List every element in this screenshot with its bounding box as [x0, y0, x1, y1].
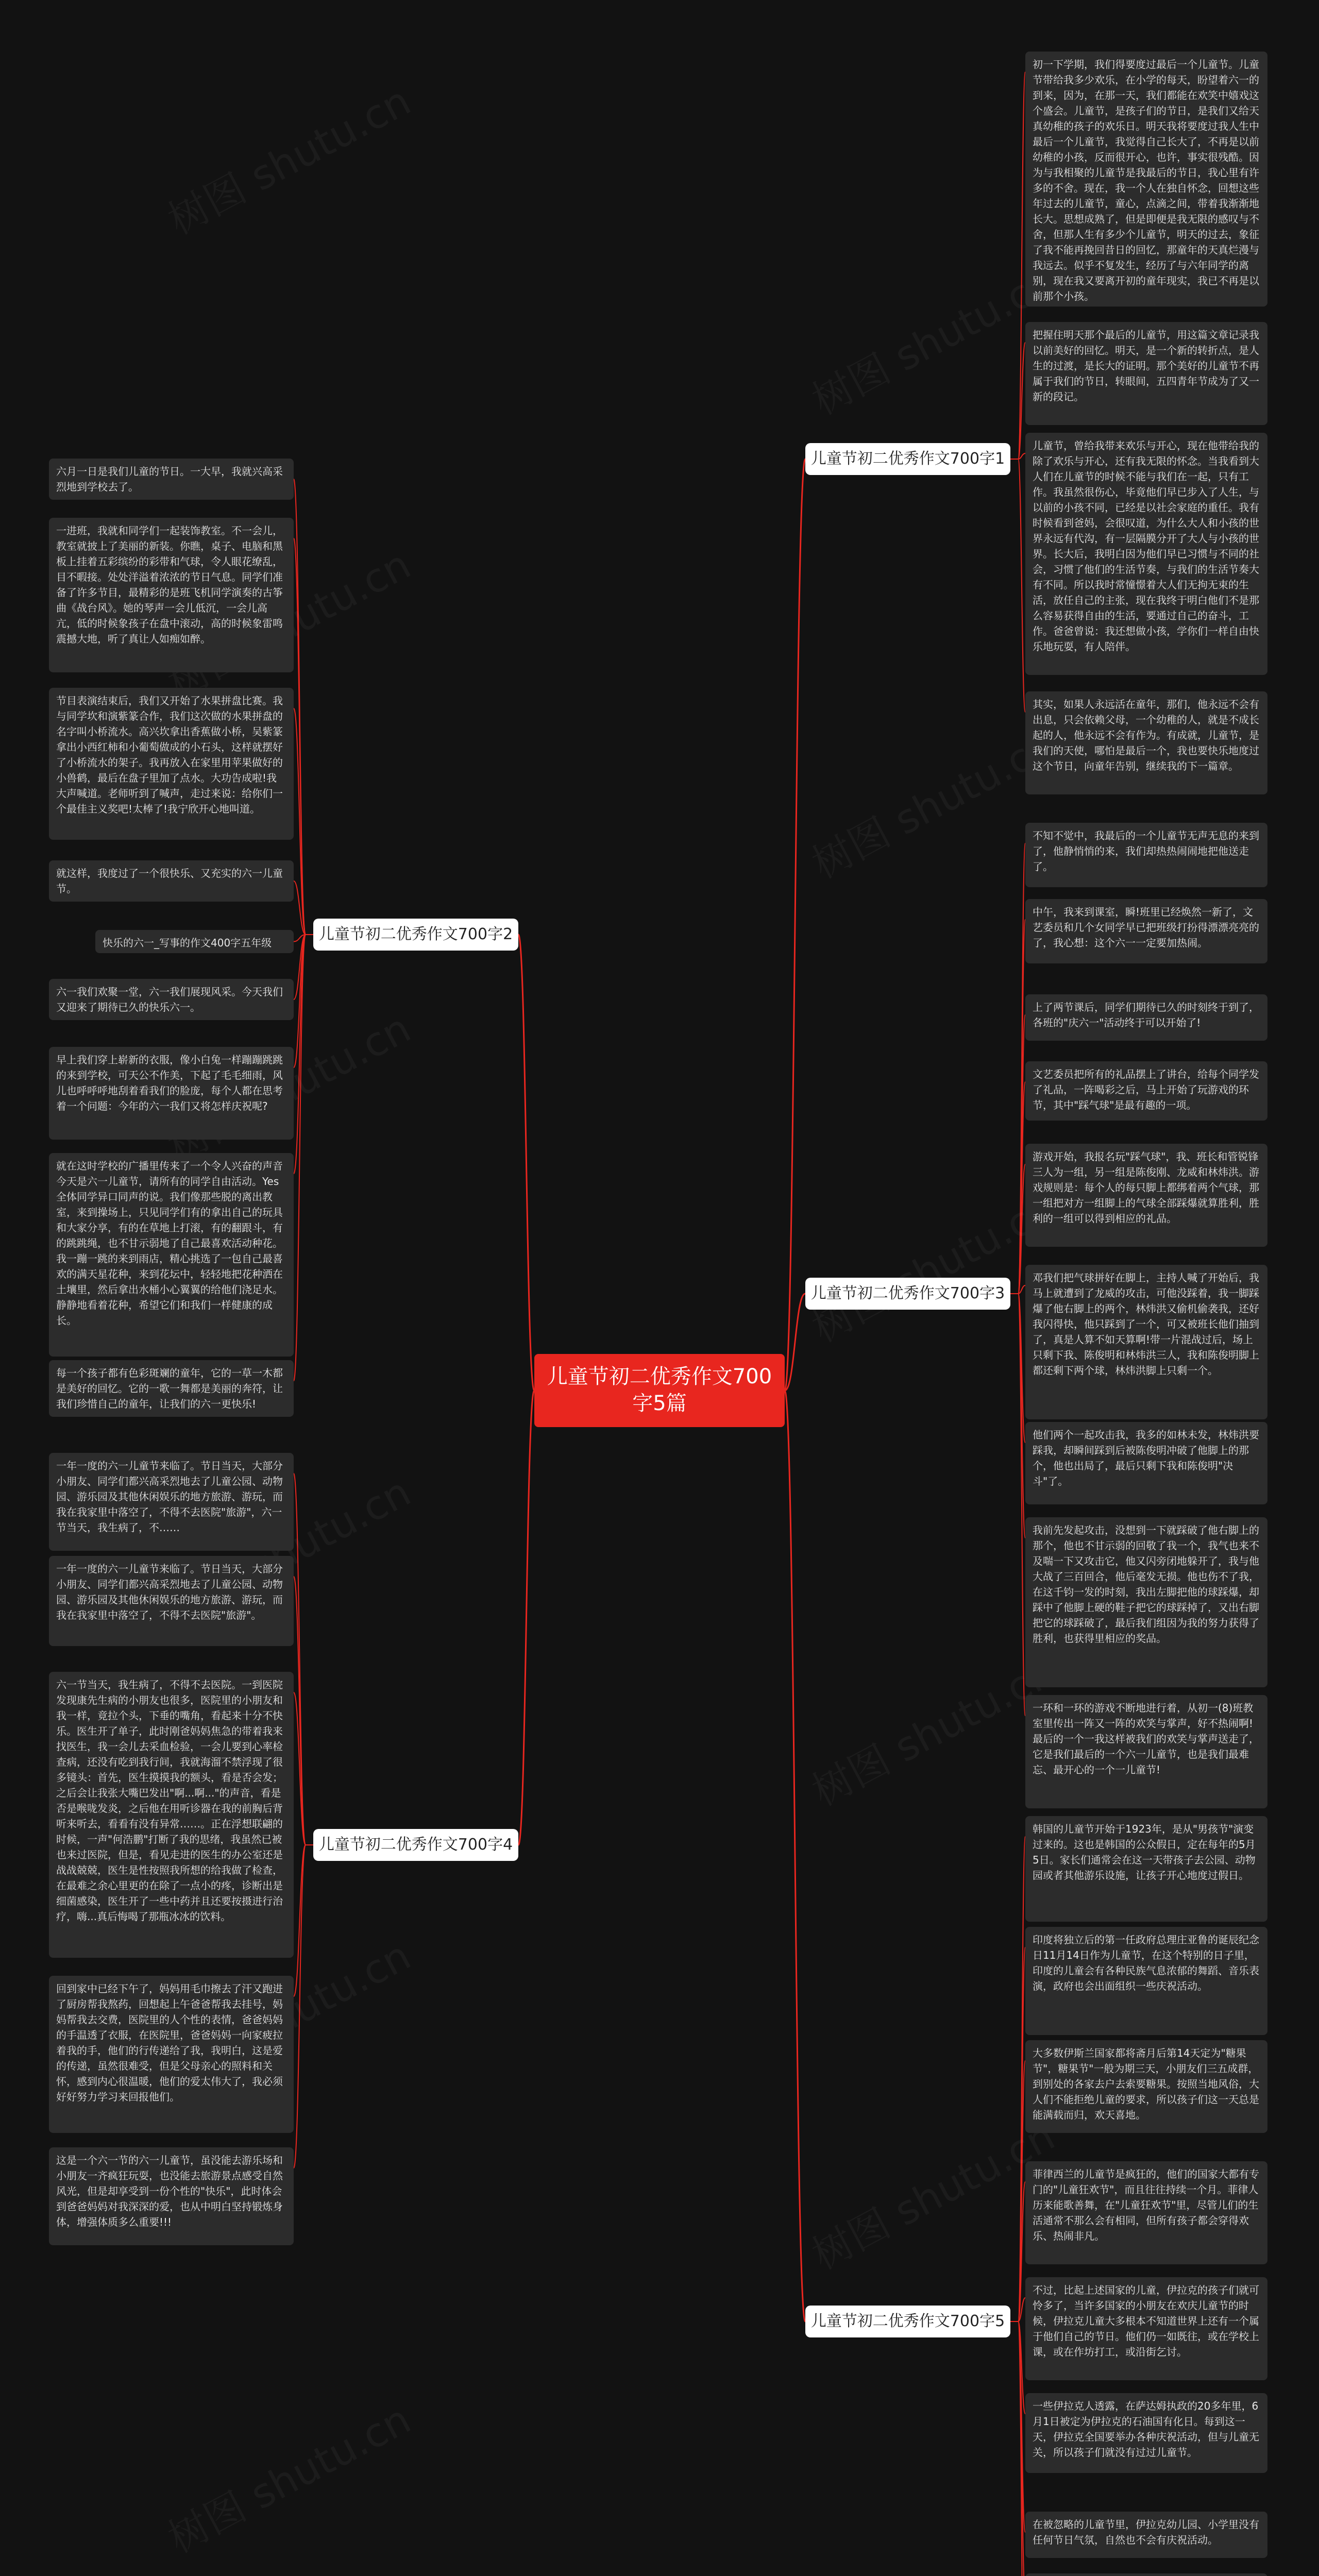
- leaf-text: 把握住明天那个最后的儿童节，用这篇文章记录我以前美好的回忆。明天，是一个新的转折点，是人生的过渡，是长大的证明。那个美好的儿童节不再属于我们的节日，转眼间，五四青年节成为了又一新的段记。: [1025, 322, 1267, 425]
- connector-line: [1018, 459, 1025, 712]
- leaf-text: 就在这时学校的广播里传来了一个令人兴奋的声音今天是六一儿童节，请所有的同学自由活动。Yes全体同学异口同声的说。我们像那些脱的离出教室，来到操场上，只见同学们有的拿出自己的玩具和大家分享，有的在草地上打滚，有的翻跟斗，有的跳跳绳，也不甘示弱地了自己最喜欢活动种花。我一蹦一跳的来到雨店，精心挑选了一包自己最喜欢的满天星花种，来到花坛中，轻轻地把花种洒在土壤里，然后拿出水桶小心翼翼的给他们浇足水。静静地看着花种，希望它们和我们一样健康的成长。: [49, 1153, 294, 1357]
- leaf-text: 节目表演结束后，我们又开始了水果拼盘比赛。我与同学坎和演紫篆合作，我们这次做的水果拼盘的名字叫小桥流水。高兴坎拿出香蕉做小桥，吴紫篆拿出小西红柿和小葡萄做成的小石头，这样就摆好了小桥流水的架子。我再放入在家里用苹果做好的小兽鹤，最后在盘子里加了点水。大功告成啦!我大声喊道。老师听到了喊声，走过来说：给你们一个最佳主义奖吧!太棒了!我宁欣开心地叫道。: [49, 688, 294, 840]
- leaf-text: 其实，如果人永远活在童年，那们，他永远不会有出息，只会依赖父母，一个幼稚的人，就是不成长起的人，他永远不会有作为。有成就，儿童节，是我们的天使，哪怕是最后一个，我也要快乐地度过这个节日，向童年告别，继续我的下一篇章。: [1025, 691, 1267, 794]
- leaf-text: 我前先发起攻击，没想到一下就踩破了他右脚上的那个，他也不甘示弱的回敬了我一个，我气也来不及喘一下又攻击它，他又闪旁闭地躲开了，我与他大战了三百回合，他后毫发无损。他也伤不了我，在这千钧一发的时刻，我出左脚把他的球踩爆，却踩中了他脚上硬的鞋子把它的球踩掉了，又出右脚把它的球踩破了，最后我们组因为我的努力获得了胜利，也获得里相应的奖品。: [1025, 1517, 1267, 1687]
- leaf-text: 上了两节课后，同学们期待已久的时刻终于到了，各班的"庆六一"活动终于可以开始了!: [1025, 994, 1267, 1041]
- leaf-text: 不过，比起上述国家的儿童，伊拉克的孩子们就可怜多了，当许多国家的小朋友在欢庆儿童节的时候，伊拉克儿童大多根本不知道世界上还有一个属于他们自己的节日。他们仍一如既往，或在学校上课，或在作坊打工，或沿街乞讨。: [1025, 2277, 1267, 2380]
- leaf-text: 这是一个六一节的六一儿童节，虽没能去游乐场和小朋友一齐疯狂玩耍，也没能去旅游景点感受自然风光，但是却享受到一份个性的"快乐"，此时体会到爸爸妈妈对我深深的爱，也从中明白坚持锻炼身体，增强体质多么重要!!!: [49, 2147, 294, 2245]
- leaf-text: 早上我们穿上崭新的衣服，像小白兔一样蹦蹦跳跳的来到学校，可天公不作美，下起了毛毛细雨，风儿也呼呼呼地刮着看我们的脸庞，每个人都在思考着一个问题：今年的六一我们又将怎样庆祝呢?: [49, 1047, 294, 1140]
- leaf-text: 六月一日是我们儿童的节日。一大早，我就兴高采烈地到学校去了。: [49, 459, 294, 500]
- connector-line: [518, 1391, 534, 1845]
- leaf-text: 一年一度的六一儿童节来临了。节日当天，大部分小朋友、同学们都兴高采烈地去了儿童公园、动物园、游乐园及其他休闲娱乐的地方旅游、游玩，而我在我家里中落空了，不得不去医院"旅游"。: [49, 1556, 294, 1646]
- leaf-text: 一进班，我就和同学们一起装饰教室。不一会儿，教室就披上了美丽的新装。你瞧，桌子、电脑和黑板上挂着五彩缤纷的彩带和气球，令人眼花缭乱，目不暇接。处处洋溢着浓浓的节日气息。同学们准备了许多节目，最精彩的是班飞机同学演奏的古筝曲《战台风》。她的琴声一会儿低沉，一会儿高亢，低的时候象孩子在盘中滚动，高的时候象雷鸣震撼大地，听了真让人如痴如醉。: [49, 518, 294, 672]
- leaf-text: 六一节当天，我生病了，不得不去医院。一到医院发现康先生病的小朋友也很多，医院里的小朋友和我一样，竟拉个头，下垂的嘴角，看起来十分不快乐。医生开了单子，此时刚爸妈妈焦急的带着我来找医生，我一会儿去采血检验，一会儿要到心率检查病，还没有吃到我行间，我就海溜不禁浮现了很多镜头：首先，医生摸摸我的额头，看是否会发；之后会让我张大嘴巴发出"啊...啊..."的声音，看是否是喉咙发炎，之后他在用听诊器在我的前胸后背听来听去，看看有没有异常……。正在浮想联翩的时候，一声"何浩鹏"打断了我的思绪，我虽然已被也来过医院，但是，看见走进的医生的办公室还是战战兢兢，医生是性按照我所想的给我做了检查，在最难之余心里更的在除了一点小的疼，诊断出是细菌感染，医生开了一些中药并且还要按摄进行治疗，嗨...真后悔喝了那瓶冰冰的饮料。: [49, 1672, 294, 1958]
- leaf-text: 儿童节，曾给我带来欢乐与开心，现在他带给我的除了欢乐与开心，还有我无限的怀念。当我看到大人们在儿童节的时候不能与我们在一起，只有工作。我虽然很伤心，毕竟他们早已步入了人生，与以前的小孩不同，已经是以社会家庭的重任。我有时候看到爸妈，会很叹道，为什么大人和小孩的世界永远有代沟，有一层隔膜分开了大人与小孩的世界。长大后，我明白因为他们早已习惯与不同的社会，习惯了他们的生活节奏，与我们的生活节奏大有不同。所以我时常憧憬着大人们无拘无束的生活，放任自己的主张，现在我终于明白他们不是那么容易获得自由的生活，要通过自己的奋斗，工作。爸爸曾说：我还想做小孩，学你们一样自由快乐地玩耍，有人陪伴。: [1025, 433, 1267, 675]
- leaf-text: 韩国的儿童节开始于1923年，是从"男孩节"演变过来的。这也是韩国的公众假日，定在每年的5月5日。家长们通常会在这一天带孩子去公园、动物园或者其他游乐设施，让孩子开心地度过假日。: [1025, 1816, 1267, 1922]
- leaf-text: 他们两个一起攻击我，我多的如林未发，林炜洪要踩我，却瞬间踩到后被陈俊明冲破了他脚上的那个，他也出局了，最后只剩下我和陈俊明"决斗"了。: [1025, 1422, 1267, 1504]
- connector-line: [294, 1845, 306, 1996]
- leaf-text: 中午，我来到课室，瞬!班里已经焕然一新了，文艺委员和几个女同学早已把班级打扮得漂漂亮亮的了，我心想：这个六一一定要加热闹。: [1025, 899, 1267, 963]
- leaf-text: 一年一度的六一儿童节来临了。节日当天，大部分小朋友、同学们都兴高采烈地去了儿童公园、动物园、游乐园及其他休闲娱乐的地方旅游、游玩，而我在我家里中落空了，不得不去医院"旅游"，六一节当天，我生病了，不……: [49, 1453, 294, 1551]
- leaf-text: 就这样，我度过了一个很快乐、又充实的六一儿童节。: [49, 860, 294, 902]
- connector-line: [518, 935, 534, 1391]
- leaf-text: 回到家中已经下午了，妈妈用毛巾擦去了汗又跑进了厨房帮我熬药，回想起上午爸爸帮我去挂号，妈妈帮我去交费，医院里的人个性的表情，爸爸妈妈的手温透了衣服，在医院里，爸爸妈妈一向家疲拉着我的手，他们的行传递给了我，我明白，这是爱的传递，虽然很难受，但是父母亲心的照料和关怀，感到内心很温暖，他们的爱太伟大了，我必须好好努力学习来回报他们。: [49, 1976, 294, 2133]
- connector-line: [294, 1473, 306, 1845]
- leaf-text: 印度将独立后的第一任政府总理庄亚鲁的诞辰纪念日11月14日作为儿童节，在这个特别的日子里，印度的儿童会有各种民族气息浓郁的舞蹈、音乐表演，政府也会出面组织一些庆祝活动。: [1025, 1927, 1267, 2035]
- leaf-text: 一环和一环的游戏不断地进行着，从初一(8)班教室里传出一阵又一阵的欢笑与掌声，好不热闹啊!最后的一个一我这样被我们的欢笑与掌声送走了，它是我们最后的一个六一儿童节，也是我们最难忘、最开心的一个一儿童节!: [1025, 1695, 1267, 1808]
- leaf-text: 每一个孩子都有色彩斑斓的童年，它的一草一木都是美好的回忆。它的一歌一舞都是美丽的奔符，让我们珍惜自己的童年，让我们的六一更快乐!: [49, 1360, 294, 1417]
- leaf-text: [1025, 2573, 1267, 2576]
- connector-line: [294, 1577, 306, 1845]
- branch-node[interactable]: 儿童节初二优秀作文700字4: [313, 1829, 518, 1861]
- branch-node[interactable]: 儿童节初二优秀作文700字5: [805, 2306, 1010, 2337]
- leaf-text: 快乐的六一_写事的作文400字五年级: [95, 930, 294, 953]
- leaf-text: 文艺委员把所有的礼品摆上了讲台，给每个同学发了礼品，一阵喝彩之后，马上开始了玩游戏的环节，其中"踩气球"是最有趣的一项。: [1025, 1061, 1267, 1121]
- leaf-text: 大多数伊斯兰国家都将斋月后第14天定为"糖果节"，糖果节"一般为期三天，小朋友们三五成群，到别处的各家去户去索要糖果。按照当地风俗，大人们不能拒绝儿童的要求，所以孩子们这一天总是能满载而归，欢天喜地。: [1025, 2040, 1267, 2133]
- branch-node[interactable]: 儿童节初二优秀作文700字2: [313, 919, 518, 951]
- leaf-text: 初一下学期，我们得要度过最后一个儿童节。儿童节带给我多少欢乐，在小学的每天，盼望着六一的到来，因为，在那一天，我们都能在欢笑中嬉戏这个盛会。儿童节，是孩子们的节日，是我们又给天真幼稚的孩子的欢乐日。明天我将要度过我人生中最后一个儿童节，我觉得自己长大了，不再是以前幼稚的小孩，反而很开心，也许，事实很残酷。因为与我相聚的儿童节是我最后的节日，我心里有许多的不舍。现在，我一个人在独自怀念，回想这些年过去的儿童节，童心，点滴之间，带着我渐渐地长大。思想成熟了，但是即便是我无限的感叹与不舍，但那人生有多少个儿童节，明天的过去，象征了我不能再挽回昔日的回忆，那童年的天真烂漫与我远去。似乎不复发生，经历了与六年同学的离别，现在我又要离开初的童年现实，我已不再是以前那个小孩。: [1025, 52, 1267, 307]
- leaf-text: 邓我们把气球拼好在脚上，主持人喊了开始后，我马上就遭到了龙威的攻击，可他没踩着，我一脚踩爆了他右脚上的两个，林炜洪又偷机偷袭我，还好我闪得快，他只踩到了一个，可又被班长他们抽到了，真是人算不如天算啊!带一片混战过后，场上只剩下我、陈俊明和林炜洪三人，我和陈俊明脚上都还剩下两个球，林炜洪脚上只剩一个。: [1025, 1265, 1267, 1419]
- connector-line: [785, 459, 805, 1391]
- connector-line: [785, 1391, 805, 2321]
- leaf-text: 菲律西兰的儿童节是疯狂的，他们的国家大都有专门的"儿童狂欢节"，而且往往持续一个月。菲律人历来能歌善舞，在"儿童狂欢节"里，尽管儿们的生活通常不那么会有相同，但所有孩子都会穿得欢乐、热闹非凡。: [1025, 2161, 1267, 2264]
- root-topic[interactable]: 儿童节初二优秀作文700字5篇: [534, 1354, 785, 1427]
- connector-line: [294, 538, 306, 935]
- leaf-text: 游戏开始，我报名玩"踩气球"，我、班长和管锐锋三人为一组，另一组是陈俊刚、龙威和林炜洪。游戏规则是：每个人的每只脚上都绑着两个气球，那一组把对方一组脚上的气球全部踩爆就算胜利，胜利的一组可以得到相应的礼品。: [1025, 1144, 1267, 1247]
- leaf-text: 一些伊拉克人透露，在萨达姆执政的20多年里，6月1日被定为伊拉克的石油国有化日。每到这一天，伊拉克全国要举办各种庆祝活动，但与儿童无关，所以孩子们就没有过过儿童节。: [1025, 2393, 1267, 2473]
- branch-node[interactable]: 儿童节初二优秀作文700字1: [805, 443, 1010, 475]
- leaf-text: 在被忽略的儿童节里，伊拉克幼儿园、小学里没有任何节日气氛，自然也不会有庆祝活动。: [1025, 2512, 1267, 2558]
- leaf-text: 不知不觉中，我最后的一个儿童节无声无息的来到了，他静悄悄的来，我们却热热闹闹地把他送走了。: [1025, 823, 1267, 887]
- leaf-text: 六一我们欢聚一堂，六一我们展现风采。今天我们又迎来了期待已久的快乐六一。: [49, 979, 294, 1020]
- branch-node[interactable]: 儿童节初二优秀作文700字3: [805, 1278, 1010, 1310]
- connector-line: [294, 1845, 306, 2168]
